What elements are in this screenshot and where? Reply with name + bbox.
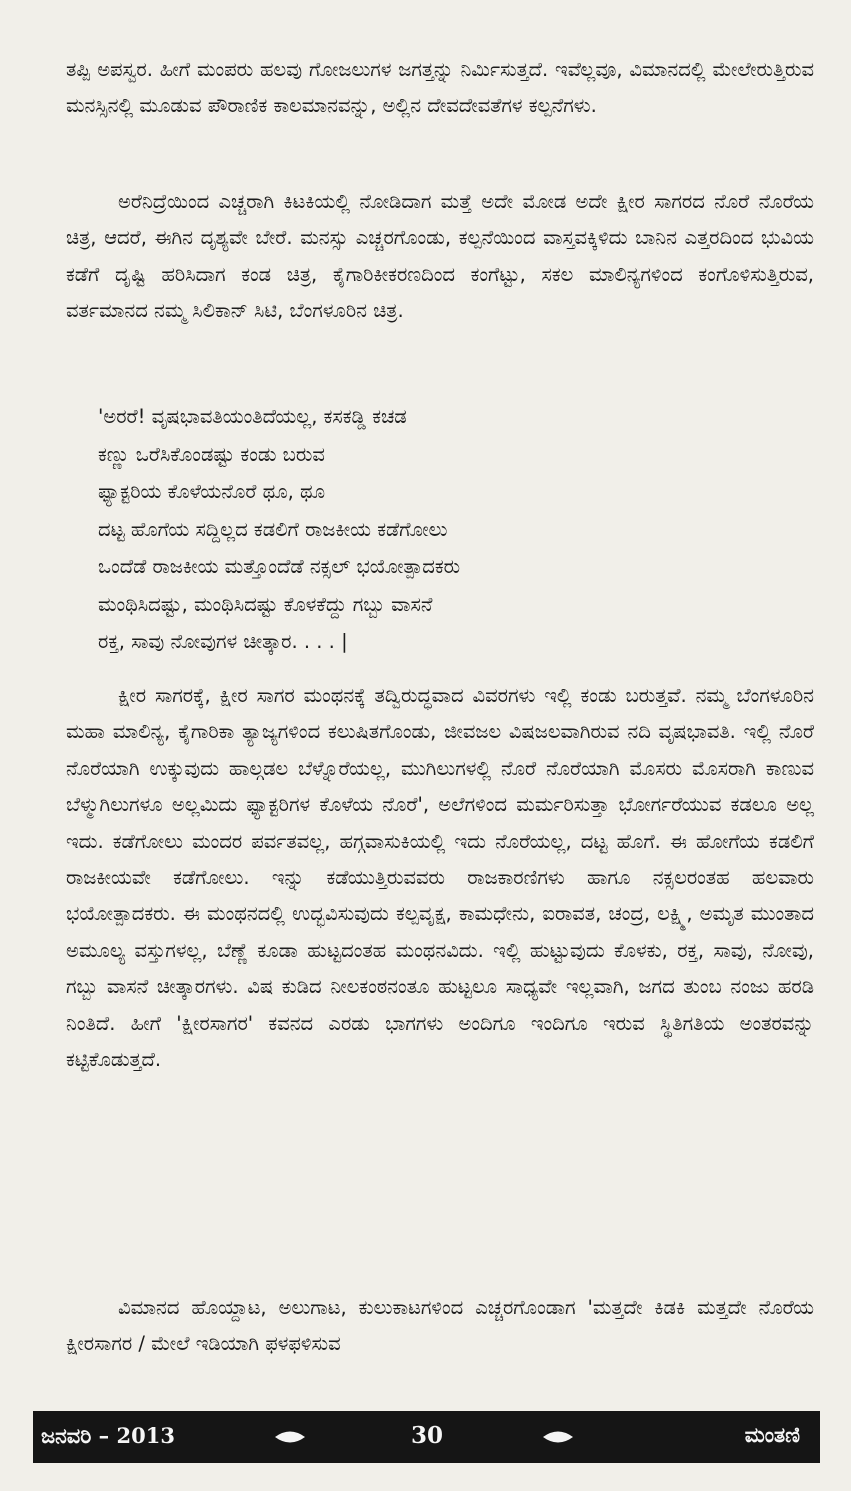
poem-line: ಒಂದೆಡೆ ರಾಜಕೀಯ ಮತ್ತೊಂದೆಡೆ ನಕ್ಸಲ್ ಭಯೋತ್ಪಾದಕರು [98, 555, 461, 578]
page-number: 30 [411, 1422, 444, 1449]
paragraph-1 [66, 52, 814, 125]
poem-line: 'ಅರರೆ! ವೃಷಭಾವತಿಯಂತಿದೆಯಲ್ಲ, ಕಸಕಡ್ಡಿ ಕಚಡ [98, 405, 407, 428]
paragraph-text: ಕ್ಷೀರ ಸಾಗರಕ್ಕೆ, ಕ್ಷೀರ ಸಾಗರ ಮಂಥನಕ್ಕೆ ತದ್ವಿರುದ್ಧವಾದ ವಿವರಗಳು ಇಲ್ಲಿ ಕಂಡು ಬರುತ್ತವೆ. ನಮ್ಮ ಬೆಂಗಳೂರಿನ ಮಹಾ ಮಾಲಿನ್ಯ, ಕೈಗಾರಿಕಾ ತ್ಯಾಜ್ಯಗಳಿಂದ ಕಲುಷಿತಗೊಂಡು, ಜೀವಜಲ ವಿಷಜಲವಾಗಿರುವ ನದಿ ವೃಷಭಾವತಿ. ಇಲ್ಲಿ ನೊರೆ ನೊರೆಯಾಗಿ ಉಕ್ಕುವುದು ಹಾಲ್ಗಡಲ ಬೆಳ್ನೊರೆಯಲ್ಲ, ಮುಗಿಲುಗಳಲ್ಲಿ ನೊರೆ ನೊರೆಯಾಗಿ ಮೊಸರು ಮೊಸರಾಗಿ ಕಾಣುವ ಬೆಳ್ಮುಗಿಲುಗಳೂ ಅಲ್ಲಮಿದು ಫ್ಯಾಕ್ಟರಿಗಳ ಕೊಳೆಯ ನೊರೆ', ಅಲೆಗಳಿಂದ ಮರ್ಮರಿಸುತ್ತಾ ಭೋರ್ಗರೆಯುವ ಕಡಲೂ ಅಲ್ಲ ಇದು. ಕಡೆಗೋಲು ಮಂದರ ಪರ್ವತವಲ್ಲ, ಹಗ್ಗವಾಸುಕಿಯಲ್ಲಿ ಇದು ನೊರೆಯಲ್ಲ, ದಟ್ಟ ಹೊಗೆ. ಈ ಹೋಗೆಯ ಕಡಲಿಗೆ ರಾಜಕೀಯವೇ ಕಡೆಗೋಲು. ಇನ್ನು ಕಡೆಯುತ್ತಿರುವವರು ರಾಜಕಾರಣಿಗಳು ಹಾಗೂ ನಕ್ಸಲರಂತಹ ಹಲವಾರು ಭಯೋತ್ಪಾದಕರು. ಈ ಮಂಥನದಲ್ಲಿ ಉದ್ಭವಿಸುವುದು ಕಲ್ಪವೃಕ್ಷ, ಕಾಮಧೇನು, ಐರಾವತ, ಚಂದ್ರ, ಲಕ್ಷ್ಮಿ, ಅಮೃತ ಮುಂತಾದ ಅಮೂಲ್ಯ ವಸ್ತುಗಳಲ್ಲ, ಬೆಣ್ಣೆ ಕೂಡಾ ಹುಟ್ಟದಂತಹ ಮಂಥನವಿದು. ಇಲ್ಲಿ ಹುಟ್ಟುವುದು ಕೊಳಕು, ರಕ್ತ, ಸಾವು, ನೋವು, ಗಬ್ಬು ವಾಸನೆ ಚೀತ್ಕಾರಗಳು. ವಿಷ ಕುಡಿದ ನೀಲಕಂಠನಂತೂ ಹುಟ್ಟಲೂ ಸಾಧ್ಯವೇ ಇಲ್ಲವಾಗಿ, ಜಗದ ತುಂಬ ನಂಜು ಹರಡಿ ನಿಂತಿದೆ. ಹೀಗೆ 'ಕ್ಷೀರಸಾಗರ' ಕವನದ ಎರಡು ಭಾಗಗಳು ಅಂದಿಗೂ ಇಂದಿಗೂ ಇರುವ ಸ್ಥಿತಿಗತಿಯ ಅಂತರವನ್ನು ಕಟ್ಟಿಕೊಡುತ್ತದೆ. [66, 684, 814, 1072]
lens-ornament-icon [273, 1429, 307, 1445]
page-footer [33, 1411, 820, 1463]
poem-line: ಫ್ಯಾಕ್ಟರಿಯ ಕೊಳೆಯನೊರೆ ಥೂ, ಥೂ [98, 480, 326, 503]
paragraph-3 [66, 678, 814, 1078]
paragraph-4 [66, 1290, 814, 1363]
poem-line: ರಕ್ತ, ಸಾವು ನೋವುಗಳ ಚೀತ್ಕಾರ. . . . | [98, 630, 348, 653]
paragraph-text: ತಪ್ಪಿ ಅಪಸ್ವರ. ಹೀಗೆ ಮಂಪರು ಹಲವು ಗೋಜಲುಗಳ ಜಗತ್ತನ್ನು ನಿರ್ಮಿಸುತ್ತದೆ. ಇವೆಲ್ಲವೂ, ವಿಮಾನದಲ್ಲಿ ಮೇಲೇರುತ್ತಿರುವ ಮನಸ್ಸಿನಲ್ಲಿ ಮೂಡುವ ಪೌರಾಣಿಕ ಕಾಲಮಾನವನ್ನು, ಅಲ್ಲಿನ ದೇವದೇವತೆಗಳ ಕಲ್ಪನೆಗಳು. [66, 58, 814, 118]
poem-line: ಕಣ್ಣು ಒರೆಸಿಕೊಂಡಷ್ಟು ಕಂಡು ಬರುವ [98, 442, 325, 466]
poem-line: ದಟ್ಟ ಹೊಗೆಯ ಸದ್ದಿಲ್ಲದ ಕಡಲಿಗೆ ರಾಜಕೀಯ ಕಡೆಗೋಲು [98, 517, 448, 541]
poem-block [98, 398, 798, 661]
paragraph-text: ವಿಮಾನದ ಹೊಯ್ದಾಟ, ಅಲುಗಾಟ, ಕುಲುಕಾಟಗಳಿಂದ ಎಚ್ಚರಗೊಂಡಾಗ 'ಮತ್ತದೇ ಕಿಡಕಿ ಮತ್ತದೇ ನೊರೆಯ ಕ್ಷೀರಸಾಗರ / ಮೇಲೆ ಇಡಿಯಾಗಿ ಫಳಫಳಿಸುವ [66, 1296, 814, 1356]
magazine-name: ಮಂತಣಿ [744, 1423, 800, 1447]
paragraph-text: ಅರೆನಿದ್ರೆಯಿಂದ ಎಚ್ಚರಾಗಿ ಕಿಟಕಿಯಲ್ಲಿ ನೋಡಿದಾಗ ಮತ್ತೆ ಅದೇ ಮೋಡ ಅದೇ ಕ್ಷೀರ ಸಾಗರದ ನೊರೆ ನೊರೆಯ ಚಿತ್ರ, ಆದರೆ, ಈಗಿನ ದೃಶ್ಯವೇ ಬೇರೆ. ಮನಸ್ಸು ಎಚ್ಚರಗೊಂಡು, ಕಲ್ಪನೆಯಿಂದ ವಾಸ್ತವಕ್ಕಿಳಿದು ಬಾನಿನ ಎತ್ತರದಿಂದ ಭುವಿಯ ಕಡೆಗೆ ದೃಷ್ಟಿ ಹರಿಸಿದಾಗ ಕಂಡ ಚಿತ್ರ, ಕೈಗಾರಿಕೀಕರಣದಿಂದ ಕಂಗೆಟ್ಟು, ಸಕಲ ಮಾಲಿನ್ಯಗಳಿಂದ ಕಂಗೊಳಿಸುತ್ತಿರುವ, ವರ್ತಮಾನದ ನಮ್ಮ ಸಿಲಿಕಾನ್ ಸಿಟಿ, ಬೆಂಗಳೂರಿನ ಚಿತ್ರ. [66, 190, 814, 323]
poem-line: ಮಂಥಿಸಿದಷ್ಟು, ಮಂಥಿಸಿದಷ್ಟು ಕೊಳಕೆದ್ದು ಗಬ್ಬು ವಾಸನೆ [98, 592, 433, 616]
paragraph-2 [66, 184, 814, 330]
footer-date: ಜನವರಿ – 2013 [41, 1423, 175, 1448]
lens-ornament-icon [541, 1429, 575, 1445]
